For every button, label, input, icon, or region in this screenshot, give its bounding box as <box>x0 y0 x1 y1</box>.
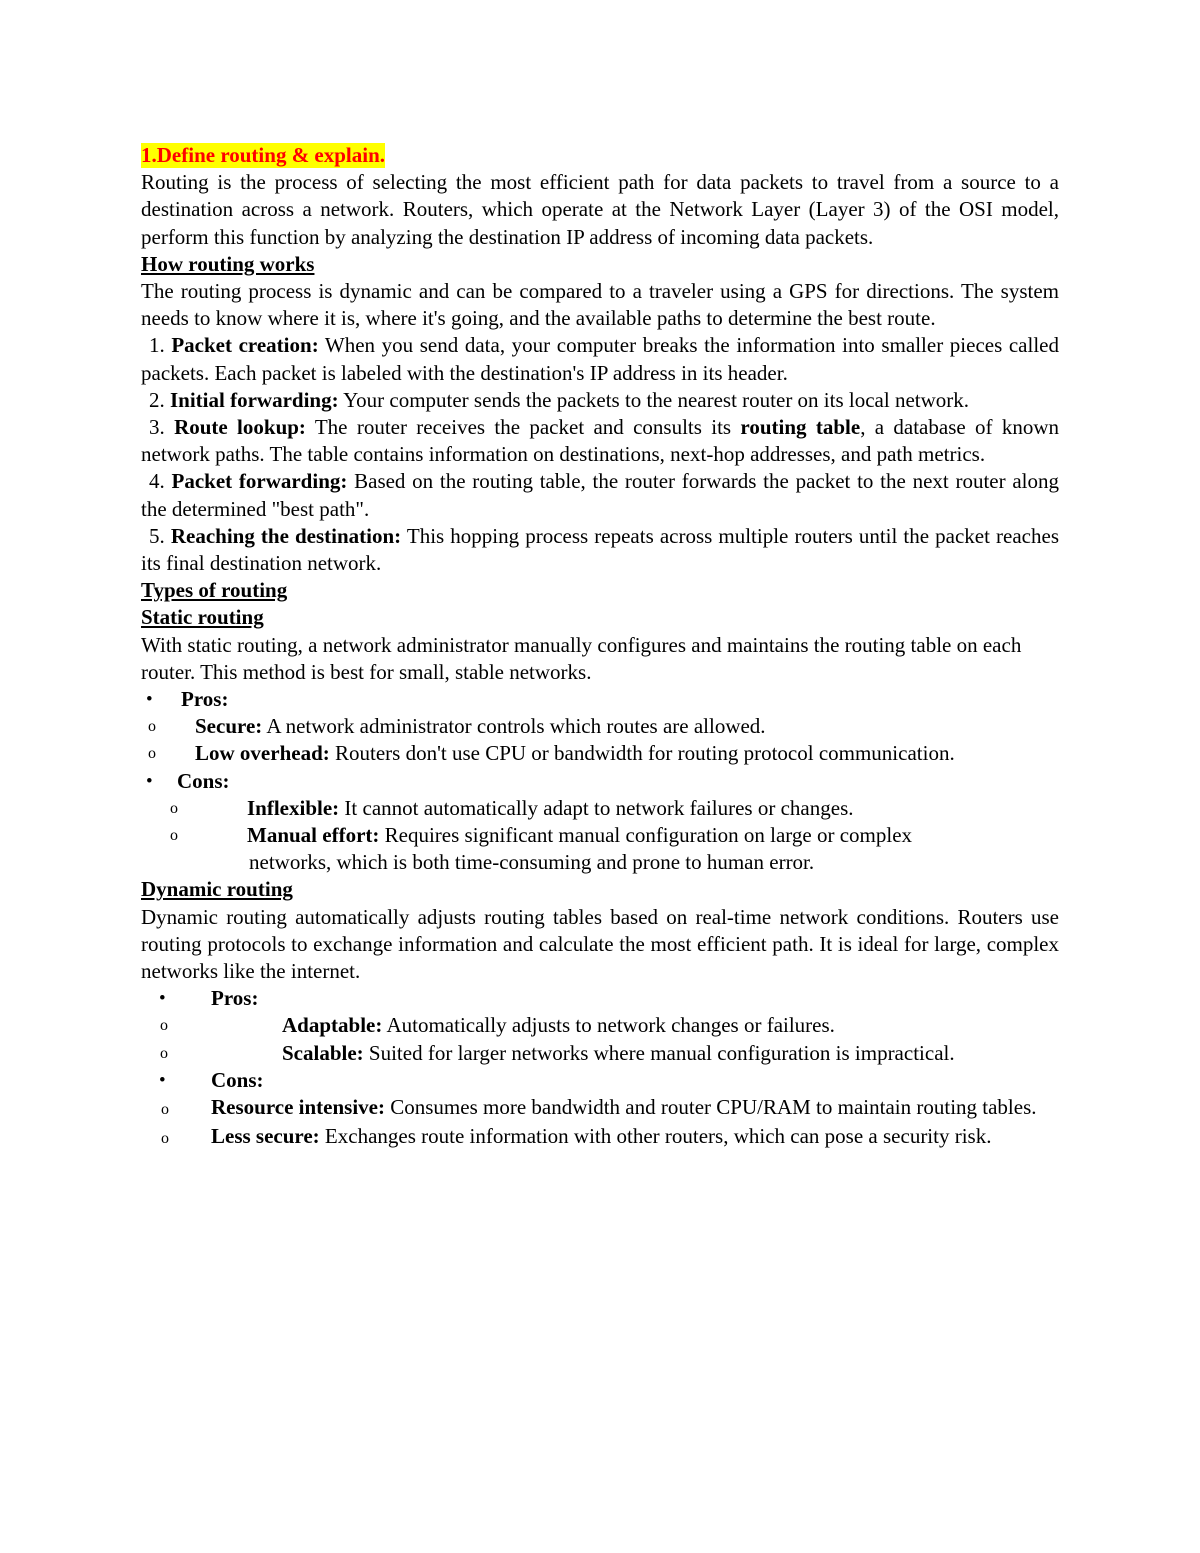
step-text: , a database of known network paths. The table contains information on destinations, next-hop addresses, and path metrics. <box>141 415 1059 467</box>
how-routing-heading: How routing works <box>141 251 315 276</box>
intro-paragraph: Routing is the process of selecting the most efficient path for data packets to travel from a source to a destination across a network. Routers, which operate at the Network Layer (Layer 3) of the OSI model, perform this function by analyzing the destination IP address of incoming data packets. <box>141 170 1059 249</box>
item-text: Routers don't use CPU or bandwidth for routing protocol communication. <box>329 741 955 766</box>
circle-bullet-icon: o <box>161 1130 169 1148</box>
step-number: 3. <box>149 415 165 440</box>
static-pros-label: Pros: <box>181 687 229 712</box>
circle-bullet-icon: o <box>160 1017 168 1035</box>
item-text: Consumes more bandwidth and router CPU/RAM to maintain routing tables. <box>385 1094 1037 1119</box>
item-text: networks, which is both time-consuming and prone to human error. <box>249 850 815 875</box>
step-5 <box>141 523 1059 577</box>
step-label: Reaching the destination: <box>170 523 402 548</box>
dynamic-con-less-secure <box>141 1123 1059 1152</box>
dynamic-cons-item <box>141 1067 1059 1094</box>
step-1 <box>141 332 1059 386</box>
static-con-manual-effort <box>141 822 1059 849</box>
item-label: Less secure: <box>211 1124 320 1149</box>
item-label: Scalable: <box>282 1040 364 1065</box>
circle-bullet-icon: o <box>170 799 178 817</box>
item-text: It cannot automatically adapt to network failures or changes. <box>339 795 854 820</box>
step-label: Packet creation: <box>171 333 319 358</box>
static-con-manual-effort-cont <box>141 849 1059 876</box>
static-cons-label: Cons: <box>177 768 230 793</box>
item-text: Requires significant manual configuration on large or complex <box>379 823 913 847</box>
circle-bullet-icon: o <box>161 1100 169 1118</box>
dynamic-heading: Dynamic routing <box>141 877 293 902</box>
dynamic-cons-label: Cons: <box>211 1067 264 1092</box>
dynamic-pro-scalable <box>141 1040 1059 1067</box>
item-label: Resource intensive: <box>211 1094 385 1119</box>
bullet-icon: • <box>146 770 153 792</box>
item-label: Manual effort: <box>247 823 380 847</box>
step-text: Based on the routing table, the router forwards the packet to the next router along the determined "best path". <box>141 469 1060 521</box>
static-cons-item <box>141 768 1059 795</box>
how-routing-intro: The routing process is dynamic and can be compared to a traveler using a GPS for directions. The system needs to know where it is, where it's going, and the available paths to determine the best route. <box>141 279 1059 331</box>
question-title: 1.Define routing & explain. <box>141 143 386 167</box>
item-text: Automatically adjusts to network changes or failures. <box>382 1013 835 1038</box>
static-pros-item <box>141 686 1059 713</box>
item-text: Exchanges route information with other routers, which can pose a security risk. <box>319 1124 992 1149</box>
dynamic-paragraph: Dynamic routing automatically adjusts routing tables based on real-time network conditions. Routers use routing protocols to exchange information and calculate the most efficient path. It is ideal for large, complex networks like the internet. <box>141 904 1059 983</box>
static-con-inflexible <box>141 795 1059 822</box>
step-3 <box>141 414 1059 468</box>
types-heading: Types of routing <box>141 578 288 603</box>
circle-bullet-icon: o <box>148 745 156 763</box>
item-label: Adaptable: <box>282 1013 383 1038</box>
step-text: This hopping process repeats across multiple routers until the packet reaches its final destination network. <box>141 523 1059 576</box>
bullet-icon: • <box>159 1069 166 1091</box>
static-pro-secure <box>141 713 1059 740</box>
circle-bullet-icon: o <box>160 1044 168 1062</box>
bullet-icon: • <box>146 689 153 711</box>
static-heading: Static routing <box>141 605 264 630</box>
step-label: Packet forwarding: <box>171 469 348 494</box>
step-bold-term: routing table <box>740 415 861 440</box>
static-pro-low-overhead <box>141 740 1059 767</box>
step-number: 2. <box>149 387 165 412</box>
item-label: Inflexible: <box>247 795 340 820</box>
circle-bullet-icon: o <box>170 827 178 844</box>
item-text: A network administrator controls which routes are allowed. <box>262 714 766 739</box>
step-text: Your computer sends the packets to the nearest router on its local network. <box>338 387 970 412</box>
static-paragraph: With static routing, a network administrator manually configures and maintains the routing table on each router. This method is best for small, stable networks. <box>141 632 1022 684</box>
circle-bullet-icon: o <box>148 718 156 736</box>
step-number: 1. <box>149 333 165 358</box>
step-text: When you send data, your computer breaks the information into smaller pieces called packets. Each packet is labeled with the destination's IP address in its header. <box>141 333 1059 385</box>
dynamic-pros-label: Pros: <box>211 986 259 1011</box>
dynamic-pro-adaptable <box>141 1012 1059 1039</box>
step-2 <box>141 387 1059 414</box>
item-label: Secure: <box>195 714 263 739</box>
document-body <box>141 142 1059 1152</box>
dynamic-pros-item <box>141 985 1059 1012</box>
item-text: Suited for larger networks where manual configuration is impractical. <box>363 1040 955 1065</box>
step-label: Route lookup: <box>174 415 306 440</box>
step-number: 4. <box>149 469 165 494</box>
step-number: 5. <box>149 523 165 548</box>
step-text: The router receives the packet and consults its <box>305 415 741 440</box>
dynamic-con-resource <box>141 1094 1059 1123</box>
step-label: Initial forwarding: <box>170 387 339 412</box>
step-4 <box>141 468 1059 522</box>
bullet-icon: • <box>159 988 166 1010</box>
question-title-line <box>141 142 1059 169</box>
item-label: Low overhead: <box>195 741 330 766</box>
